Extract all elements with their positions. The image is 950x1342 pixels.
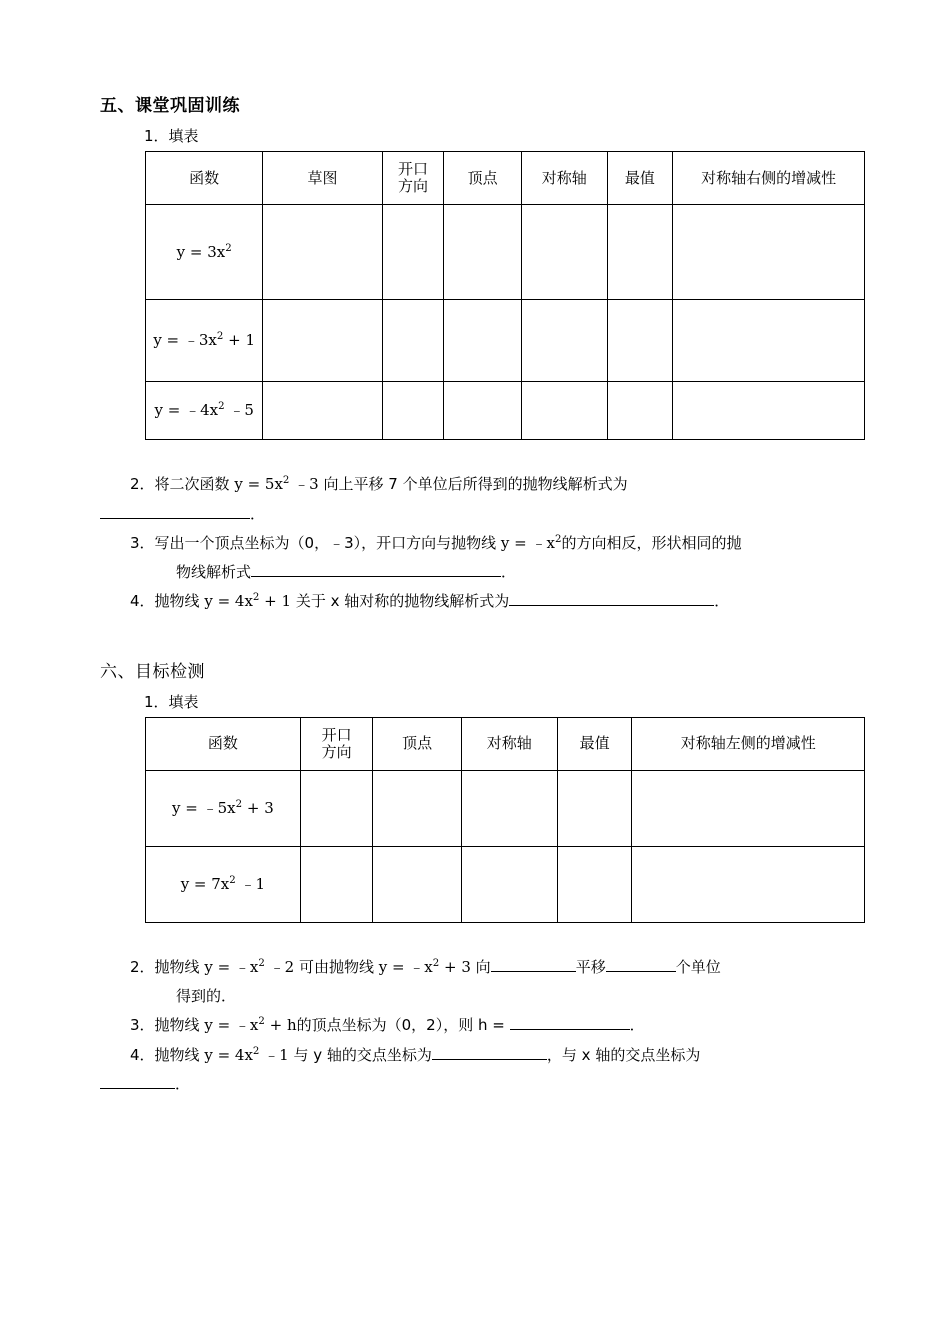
question-2 [100,953,865,982]
question-3-math [501,534,562,552]
th-vertex: 顶点 [444,152,522,205]
question-4-tail: ． [714,592,730,611]
th-axis-of-symmetry: 对称轴 [521,152,607,205]
question-2-answer-line [100,500,865,529]
question-2-blank-units[interactable] [606,971,676,972]
th-extremum: 最值 [607,152,673,205]
question-4-number: 4． [130,1045,155,1064]
function-3-exponent: 2 [218,401,225,413]
function-1-suffix: + 3 [242,798,274,817]
function-2-prefix: y = ﹣3x [153,331,217,350]
th-opening-direction [300,717,373,770]
question-4-blank-x[interactable] [100,1088,175,1089]
question-2-tail: ． [250,504,266,523]
th-vertex: 顶点 [373,717,461,770]
cell-opening-1[interactable] [382,205,444,300]
section-six-item1-label: 1．填表 [144,692,199,711]
cell-monotonicity-2[interactable] [632,846,865,922]
question-2-math-b [379,958,471,976]
question-2-math-suffix: ﹣3 [289,475,319,494]
question-4-number: 4． [130,592,155,611]
question-4 [100,1041,865,1070]
cell-vertex-2[interactable] [373,846,461,922]
th-axis-of-symmetry: 对称轴 [461,717,557,770]
question-4-text-a: 抛物线 [154,1045,205,1064]
table-header-row [146,717,865,770]
question-3-text-b: 的顶点坐标为（0，2），则 h = [296,1016,510,1035]
cell-sketch-1[interactable] [263,205,382,300]
cell-extremum-3[interactable] [607,382,673,440]
question-4-blank-y[interactable] [432,1059,547,1060]
question-4-text-b: 关于 x 轴对称的抛物线解析式为 [291,592,510,611]
cell-opening-3[interactable] [382,382,444,440]
question-2-math-b-prefix: y = ﹣x [378,957,433,976]
cell-sketch-2[interactable] [263,300,382,382]
table-row [146,205,865,300]
question-4-math-exponent: 2 [252,1045,260,1057]
question-4-math [204,1046,288,1064]
table-header-row [146,152,865,205]
cell-extremum-2[interactable] [557,846,632,922]
section-five [100,95,865,617]
section-five-heading: 五、课堂巩固训练 [100,96,240,116]
cell-axis-2[interactable] [461,846,557,922]
question-3-math-exponent: 2 [258,1016,265,1028]
th-opening-direction-line1: 开口 [398,160,429,179]
cell-extremum-2[interactable] [607,300,673,382]
question-2-math-a-exponent: 2 [258,957,265,969]
question-3-math-exponent: 2 [554,533,562,545]
table-row [146,382,865,440]
question-2-text-e: 个单位 [675,957,721,976]
question-3-text-b: 的方向相反，形状相同的抛 [561,533,742,552]
question-3-tail: ． [501,563,517,582]
question-4-math-suffix: + 1 [259,592,292,611]
question-3 [100,529,865,558]
question-4-math-exponent: 2 [252,592,260,604]
question-2-text-d: 平移 [575,957,606,976]
th-extremum: 最值 [557,717,632,770]
question-2-math-exponent: 2 [282,475,290,487]
cell-axis-3[interactable] [521,382,607,440]
th-monotonicity-left: 对称轴左侧的增减性 [632,717,865,770]
question-2-blank-direction[interactable] [491,971,576,972]
cell-vertex-2[interactable] [444,300,522,382]
th-function: 函数 [146,717,301,770]
th-opening-direction-line2: 方向 [398,177,429,196]
question-2-number: 2． [130,957,155,976]
question-2-blank[interactable] [100,518,250,519]
question-2-line2: 得到的． [176,987,237,1006]
question-3-math-prefix: y = ﹣x [500,533,555,552]
cell-function-1 [146,770,301,846]
table-row [146,770,865,846]
question-4-text-c: ，与 x 轴的交点坐标为 [546,1045,701,1064]
question-4-tail: ． [175,1074,191,1093]
function-3-prefix: y = ﹣4x [154,401,219,420]
question-2-text-b: 向上平移 7 个单位后所得到的抛物线解析式为 [318,475,628,494]
question-4 [100,587,865,616]
question-3-tail: ． [629,1016,645,1035]
question-3-math-suffix: + h [264,1016,297,1035]
question-4-blank[interactable] [509,605,714,606]
table-row [146,300,865,382]
section-five-questions [100,470,865,616]
question-3-blank[interactable] [251,576,501,577]
function-3-suffix: ﹣5 [224,401,254,420]
cell-monotonicity-1[interactable] [673,205,865,300]
th-monotonicity-right: 对称轴右侧的增减性 [673,152,865,205]
question-4-text-b: 与 y 轴的交点坐标为 [288,1045,432,1064]
question-2-math-a-suffix: ﹣2 [264,957,295,976]
cell-function-2 [146,846,301,922]
question-2-math [234,475,318,493]
question-2 [100,470,865,499]
function-2-suffix: ﹣1 [235,874,266,893]
function-1-prefix: y = 3x [176,242,226,261]
question-4-line2 [100,1070,865,1099]
question-2-math-a [204,958,294,976]
question-2-text-a: 将二次函数 [154,475,235,494]
cell-function-2 [146,300,263,382]
cell-vertex-1[interactable] [373,770,461,846]
fill-table-practice [145,151,865,440]
function-1-exponent: 2 [225,242,232,254]
cell-axis-1[interactable] [521,205,607,300]
cell-vertex-1[interactable] [444,205,522,300]
section-six-heading: 六、目标检测 [100,661,205,682]
cell-monotonicity-2[interactable] [673,300,865,382]
question-4-math [204,592,291,610]
question-3-line2-prefix: 物线解析式 [176,563,252,582]
section-six [100,661,865,1100]
table-row [146,846,865,922]
question-2-math-a-prefix: y = ﹣x [204,957,259,976]
cell-extremum-1[interactable] [557,770,632,846]
function-1-prefix: y = ﹣5x [172,798,236,817]
fill-table-assessment [145,717,865,923]
question-3-blank[interactable] [510,1029,630,1030]
section-five-item1-label: 1．填表 [144,127,199,146]
question-3 [100,1011,865,1040]
cell-extremum-1[interactable] [607,205,673,300]
question-3-text-a: 抛物线 [154,1016,205,1035]
question-2-math-b-suffix: + 3 [439,957,471,976]
question-2-number: 2． [130,475,155,494]
question-3-number: 3． [130,1016,155,1035]
spacer [100,923,865,953]
cell-opening-2[interactable] [382,300,444,382]
cell-monotonicity-3[interactable] [673,382,865,440]
th-function: 函数 [146,152,263,205]
question-4-text-a: 抛物线 [154,592,205,611]
th-opening-direction-line1: 开口 [321,725,352,744]
question-3-text-a: 写出一个顶点坐标为（0，﹣3），开口方向与抛物线 [154,533,501,552]
function-2-suffix: + 1 [223,331,256,350]
function-2-exponent: 2 [216,331,224,343]
function-1-exponent: 2 [235,798,243,810]
question-2-text-c: 向 [470,957,491,976]
question-3-answer-line [100,558,865,587]
th-opening-direction [382,152,444,205]
question-2-text-b: 可由抛物线 [294,957,379,976]
question-2-math-prefix: y = 5x [234,475,283,494]
cell-axis-2[interactable] [521,300,607,382]
th-sketch: 草图 [263,152,382,205]
cell-opening-1[interactable] [300,770,373,846]
cell-sketch-3[interactable] [263,382,382,440]
cell-function-1 [146,205,263,300]
section-six-questions [100,953,865,1099]
th-opening-direction-line2: 方向 [321,742,352,761]
cell-vertex-3[interactable] [444,382,522,440]
cell-function-3 [146,382,263,440]
spacer [100,440,865,470]
question-4-math-prefix: y = 4x [204,592,253,611]
function-2-exponent: 2 [229,874,236,886]
spacer [100,617,865,661]
cell-monotonicity-1[interactable] [632,770,865,846]
question-3-number: 3． [130,533,155,552]
question-2-text-a: 抛物线 [154,957,205,976]
question-2-math-b-exponent: 2 [432,957,440,969]
question-4-math-suffix: ﹣1 [259,1045,289,1064]
question-3-math-prefix: y = ﹣x [204,1016,259,1035]
cell-axis-1[interactable] [461,770,557,846]
question-3-math [204,1016,296,1034]
cell-opening-2[interactable] [300,846,373,922]
question-4-math-prefix: y = 4x [204,1045,253,1064]
function-2-prefix: y = 7x [180,874,230,893]
